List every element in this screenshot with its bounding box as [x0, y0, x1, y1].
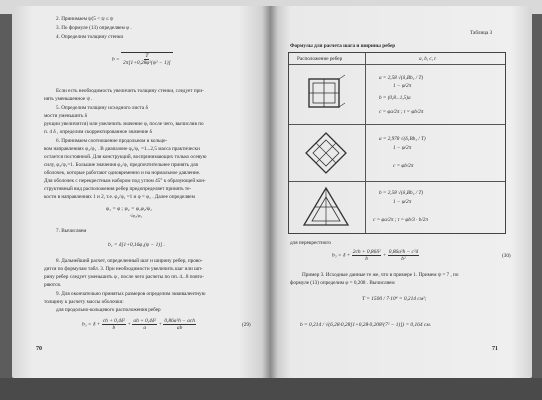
- table-row-rule: [289, 181, 505, 182]
- formula-fraction: [102, 318, 126, 331]
- rib-layout-longitudinal-ring-icon: [303, 73, 349, 115]
- text-line: п. 4 δ , определим скорректированное значение δ: [44, 129, 152, 135]
- formula-T: T = 1500 / 7·10⁴ = 0,214 см²;: [362, 296, 427, 302]
- formula-sqrt: [121, 52, 173, 66]
- rib-layout-crosswise-icon: [303, 130, 349, 176]
- formula-numerator: 2ch + 0,86δ²: [352, 249, 381, 255]
- formula-fraction: [123, 53, 171, 66]
- formula-lhs: b₃ = δ +: [332, 252, 351, 259]
- table-formula: a = 2,978 √(δ₁Bb₃ / T): [379, 136, 426, 142]
- left-page: [12, 6, 270, 378]
- table-formula: 1 − φ/2π: [393, 83, 412, 89]
- formula-fraction: [132, 318, 157, 331]
- table-formula: b = 2,58 √(δ₁Bb₃ / T): [379, 190, 424, 196]
- text-line: толщину к расчету массы оболочки:: [44, 299, 124, 305]
- text-line: Для оболочек с перекрестным набором под углом 45° к образующей кон-: [44, 178, 206, 184]
- text-line: 7. Вычисляем: [56, 228, 87, 234]
- text-line: кости в направлениях 1 и 2, т.е. φ₂/φ₁ =1 и φ = φ₁ . Далее определяем: [44, 194, 195, 200]
- formula-numerator: 0,86a²h − ach: [164, 318, 195, 324]
- table-divider: [365, 53, 366, 233]
- text-line: 6. Принимаем соотношение продольном и кольце-: [56, 138, 168, 144]
- formula-fraction: [163, 318, 196, 331]
- formula-phi-text: φ₁ = φ ; φ₂ = φ₁φ₂/φ₁: [106, 206, 152, 212]
- table-header-col2: a, b, c, t: [419, 56, 436, 62]
- text-line: остается постоянной. Для конструкций, воспринимающих только осевую: [44, 154, 207, 160]
- table-title: Формулы для расчета шага и ширины ребер: [290, 43, 396, 49]
- text-line: нять уменьшенное ψ .: [44, 96, 93, 102]
- page-number: 70: [36, 346, 42, 352]
- page-number: 71: [492, 346, 498, 352]
- table-header-rule: [289, 64, 505, 65]
- text-line: формуле (13) определим φ = 0,208 . Вычисляем: [290, 280, 395, 286]
- book-gutter-shadow: [262, 6, 278, 378]
- text-line: мости уменьшить δ: [44, 113, 88, 119]
- text-line: Если есть необходимость увеличить толщину стенки, следует при-: [56, 88, 204, 94]
- right-page: [270, 6, 532, 378]
- formula-lhs: b =: [112, 56, 120, 63]
- formula-denominator: b²: [401, 256, 406, 262]
- text-line: 3. По формуле (13) определяем φ .: [56, 25, 132, 31]
- table-formula: b = (0,8...1,5)a: [379, 95, 411, 101]
- text-line: 8. Дальнейший расчет, определенный шаг и ширину ребер, прово-: [56, 258, 203, 264]
- table-formula: c = φa/2π ; t = φb/2π: [379, 109, 424, 115]
- formula-numerator: ch + 0,4δ²: [102, 318, 126, 324]
- formula-fraction: [388, 249, 419, 262]
- scan-background-bottom: [0, 378, 542, 400]
- rib-layout-triangular-icon: [301, 185, 351, 231]
- formula-lhs: b₃ = δ +: [82, 321, 101, 328]
- text-line: рукции увеличится) или увеличить значение φ, после чего, вычислив по: [44, 121, 204, 127]
- formula-denominator: b: [112, 325, 116, 331]
- text-line: структивный вид расположения ребер предопределяет принять те-: [44, 186, 192, 192]
- formula-wall-thickness: [112, 52, 173, 66]
- formula-b1: b₁ = δ[1+0,16φ₁(ψ − 1)] .: [108, 242, 165, 248]
- text-line: 2. Принимаем ψ(5 < ψ ≤ ψ: [56, 16, 114, 22]
- text-line: 9. Для окончательно принятых размеров определим эквивалентную: [56, 291, 206, 297]
- formula-denominator: 2π[1+0,28φ²(ψ² − 1)]: [123, 60, 171, 66]
- formula-denominator: ab: [176, 325, 183, 331]
- formula-numerator: T: [145, 53, 149, 59]
- formula-fraction: [352, 249, 382, 262]
- text-line: 5. Определим толщину исходного листа δ: [56, 105, 148, 111]
- text-line: Пример 3. Исходные данные те же, что в примере 1. Примем ψ = 7 , по: [302, 272, 459, 278]
- text-line: ряются.: [44, 282, 62, 288]
- formula-table: [288, 52, 506, 234]
- text-line: оболочек, которые работают одновременно и на нормальное давление.: [44, 170, 201, 176]
- table-formula: a = 2,58 √(δ₁Bb₃ / T): [379, 75, 424, 81]
- text-line: рину ребер следует уменьшить φ , после чего расчеты по пп. 4...8 повто-: [44, 274, 204, 280]
- text-line: для перекрестного: [290, 240, 331, 246]
- table-formula: c = φb/2π: [393, 163, 414, 169]
- table-formula: 1 − φ/2π: [393, 145, 412, 151]
- formula-numerator: ah + 0,4δ²: [133, 318, 156, 324]
- text-line: вом направлениях φ₂/φ₁ . В диапазоне φ₂/φ₁ =1...2,5 масса практически: [44, 146, 200, 152]
- text-line: для продольно-кольцевого расположения ребер: [56, 307, 161, 313]
- formula-phi: [106, 206, 152, 212]
- formula-denominator: a: [143, 325, 147, 331]
- table-formula: c = φa/2π ; t = φb/3 · b/2π: [373, 217, 428, 223]
- table-header-col1: Расположение ребер: [297, 56, 343, 62]
- table-row-rule: [289, 124, 505, 125]
- text-line: дится по формулам табл. 3. При необходимости увеличить шаг или шп-: [44, 266, 203, 272]
- table-label: Таблица 3: [470, 30, 493, 36]
- equation-number: (29): [242, 322, 251, 328]
- equation-number: (30): [502, 253, 511, 259]
- text-line: силу, φ₂/φ₁=1. Большие значения φ₂/φ₁ предпочтительнее принять для: [44, 162, 198, 168]
- formula-b-result: b = 0,214 / √(6,28·0,28[1+0,28·0,208²(7² − 1)]) = 0,164 см.: [300, 322, 432, 328]
- formula-29: b₃ = δ + $\frac{\text{ch + 0,4δ²}}{b}$ + $\frac{\text{ah + 0,4δ²}}{a}$ + $\frac{\text{0,86a²h − ach}}{ab}$: [82, 318, 195, 331]
- table-formula: 1 − φ/2π: [393, 199, 412, 205]
- formula-numerator: 0,86a²h − c²δ: [388, 249, 419, 255]
- formula-phi-denominator: √φ₂/φ₁: [130, 213, 143, 218]
- formula-30: b₃ = δ + $\frac{\text{2ch + 0,86δ²}}{b}$ + $\frac{\text{0,86a²h − c²δ}}{\text{b²}}$: [332, 249, 419, 262]
- formula-denominator: b: [365, 256, 368, 262]
- text-line: 4. Определим толщину стенки: [56, 34, 124, 40]
